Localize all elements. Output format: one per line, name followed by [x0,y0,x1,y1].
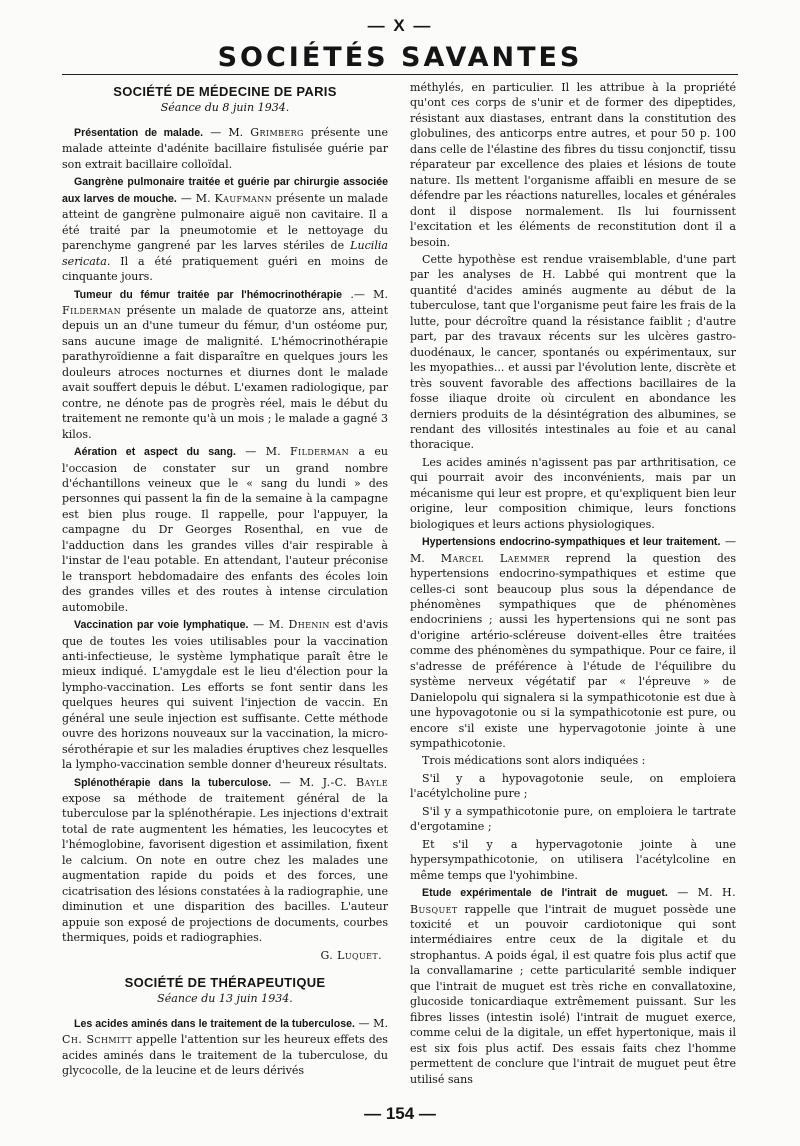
article-author: Ch. Schmitt [62,1033,133,1047]
medication-item: Et s'il y a hypervagotonie jointe à une hypersympathicotonie, on utilisera l'acétylcoline en même temps que l'yohimbine. [410,837,736,882]
article-author: Marcel Laemmer [440,551,550,565]
article-text: est d'avis que de toutes les voies utilisables pour la vaccination anti-infectieuse, le système lymphatique paraît être le mieux indiqué. L'amygdale est le lieu d'élection pour la lympho-vaccination. Les efforts se font sentir dans les quelques heures qui suivent l'injection de vaccin. En général une seule injection est suffisante. Cette méthode ouvre des horizons nouveaux sur la vaccination, la micro-sérothérapie et sur les maladies éruptives chez lesquelles la lympho-vaccination semble donner d'heureux résultats. [62,618,389,772]
article-author: Kaufmann [214,191,273,205]
article-title: Les acides aminés dans le traitement de la tuberculose. [74,1018,355,1031]
article-splenotherapie: Splénothérapie dans la tuberculose. — M. J.-C. Bayle expose sa méthode de traitement général de la tuberculose par la splénothérapie. Les injections d'extrait total de rate augmentent les hématies, les leucocytes et l'hémoglobine, favorisent digestion et assimilation, fixent le calcium. On note en outre chez les malades une augmentation rapide du poids et des forces, une cicatrisation des lésions constatées à la radiographie, une diminution et une disparition des bacilles. L'auteur appuie son exposé de projections de documents, courbes thermiques, poids et radiographies. [62,775,389,945]
article-title: Etude expérimentale de l'intrait de muguet. [422,887,668,900]
society-heading-therapeutique: SOCIÉTÉ DE THÉRAPEUTIQUE [124,975,326,991]
medication-item: S'il y a sympathicotonie pure, on emploiera le tartrate d'ergotamine ; [410,804,736,834]
article-title: Aération et aspect du sang. [74,446,236,459]
article-text: présente une malade atteinte d'adénite bacillaire fistulisée guérie par son extrait bacillaire colloïdal. [62,126,389,171]
seance-date-2: Séance du 13 juin 1934. [157,992,293,1006]
article-author: J.-C. Bayle [322,775,389,789]
article-hypertensions: Hypertensions endocrino-sympathiques et leur traitement. —M. Marcel Laemmer reprend la question des hypertensions endocrino-sympathiques et estime que celles-ci sont beaucoup plus sous la dépendance de phénomènes sympathiques que de phénomènes endocriniens ; aussi les hypertensions qui ne sont pas d'origine artério-scléreuse doivent-elles être traitées comme des phénomènes du sympathique. Pour ce faire, il s'adresse de préférence à l'étude de l'équilibre du système nerveux végétatif par « l'épreuve » de Danielopolu qui signalera si la sympathicotonie est due à une hypovagotonie ou si la sympathicotonie est pure, ou encore s'il existe une hypervagotonie jointe à une sympathicotonie. [410,535,736,751]
roman-page-number: — X — [367,16,433,35]
article-text: appelle l'attention sur les heureux effets des acides aminés dans le traitement de la tuberculose, du glycocolle, de la leucine et de leurs dérivés [62,1033,388,1078]
article-title: Présentation de malade. [74,127,204,139]
article-author: Dhenin [288,618,330,632]
article-title: Splénothérapie dans la tuberculose. [74,776,272,789]
article-text: présente un malade atteint de gangrène pulmonaire aiguë non cavitaire. Il a été traité par la pneumotomie et le nettoyage du parenchyme gangrené par les larves stériles de [62,191,389,253]
page-number: — 154 — [364,1104,436,1123]
article-title: Vaccination par voie lymphatique. [74,619,249,632]
article-text: expose sa méthode de traitement général de la tuberculose par la splénothérapie. Les injections d'extrait total de rate augmentent les hématies, les leucocytes et l'hémoglobine, favorisent digestion et assimilation, fixent le calcium. On note en outre chez les malades une augmentation rapide du poids et des forces, une cicatrisation des lésions constatées à la radiographie, une diminution et une disparition des bacilles. L'auteur appuie son exposé de projections de documents, courbes thermiques, poids et radiographies. [62,792,388,945]
article-title: Gangrène pulmonaire traitée et guérie par chirurgie associée aux larves de mouche. [62,176,388,205]
article-author: Filderman [289,445,349,459]
article-text: présente un malade de quatorze ans, atteint depuis un an d'une tumeur du fémur, d'un ostéome pur, sans aucune image de malignité. L'hémocrinothérapie parathyroïdienne a fait disparaître en quelques jours les douleurs atroces nocturnes et diurnes dont le malade avait souffert depuis le début. L'examen radiologique, par contre, ne dénote pas de progrès réel, mais le début du traitement ne remonte qu'à un mois ; le malade a gagné 3 kilos. [62,303,389,441]
medications-intro: Trois médications sont alors indiquées : [422,754,646,768]
seance-date-1: Séance du 8 juin 1934. [160,101,290,114]
article-text: rappelle que l'intrait de muguet possède une toxicité et un pouvoir cardiotonique qui sont intermédiaires entre ceux de la digitale et du strophantus. A poids égal, il est quatre fois plus actif que la convallamarine ; cette particularité semble indiquer que l'intrait de muguet est très riche en convallatoxine, glucoside tonicardiaque extrêmement puissant. Sur les fibres lisses (intestin isolé) l'intrait de muguet exerce, comme celui de la digitale, un effet hypertonique, mais il est six fois plus actif. Des essais faits chez l'homme permettent de conclure que l'intrait de muguet peut être utilisé sans [410,902,736,1086]
medication-item: S'il y a hypovagotonie seule, on emploiera l'acétylcholine pure ; [410,771,736,801]
article-gangrene-pulmonaire: Gangrène pulmonaire traitée et guérie par chirurgie associée aux larves de mouche. — M. Kaufmann présente un malade atteint de gangrène pulmonaire aiguë non cavitaire. Il a été traité par la pneumotomie et le nettoyage du parenchyme gangrené par les larves stériles de Lucilia sericata. Il a été pratiquement guéri en moins de cinquante jours. [62,176,389,284]
right-column [410,80,736,1089]
article-tumeur-femur: Tumeur du fémur traitée par l'hémocrinothérapie .— M. Filderman présente un malade de quatorze ans, atteint depuis un an d'une tumeur du fémur, d'un ostéome pur, sans aucune image de malignité. L'hémocrinothérapie parathyroïdienne a fait disparaître en quelques jours les douleurs atroces nocturnes et diurnes dont le malade avait souffert depuis le début. L'examen radiologique, par contre, ne dénote pas de progrès réel, mais le début du traitement ne remonte qu'à un mois ; le malade a gagné 3 kilos. [62,287,389,441]
article-title: Tumeur du fémur traitée par l'hémocrinothérapie [74,288,343,301]
article-presentation-malade: Présentation de malade. — M. Grimberg présente une malade atteinte d'adénite bacillaire fistulisée guérie par son extrait bacillaire colloïdal. [62,126,389,171]
article-author: Grimberg [250,126,304,139]
article-text: reprend la question des hypertensions endocrino-sympathiques et estime que celles-ci sont beaucoup plus sous la dépendance de phénomènes sympathiques que de phénomènes endocriniens ; aussi les hypertensions qui ne sont pas d'origine artério-scléreuse doivent-elles être traitées comme des phénomènes du sympathique. Pour ce faire, il s'adresse de préférence à l'étude de l'équilibre du système nerveux végétatif par « l'épreuve » de Danielopolu qui signalera si la sympathicotonie est due à une hypovagotonie ou si la sympathicotonie est pure, ou encore s'il existe une hypervagotonie jointe à une sympathicotonie. [410,551,736,751]
article-aeration-sang: Aération et aspect du sang. — M. Filderman a eu l'occasion de constater sur un grand nombre d'échantillons veineux que le « sang du lundi » des personnes qui passent la fin de la semaine à la campagne est bien plus rouge. Il rappelle, pour l'appuyer, la campagne du Dr Georges Rosenthal, en vue de l'adduction dans les grandes villes d'air respirable à l'instar de l'eau potable. En attendant, l'auteur préconise le transport hebdomadaire des enfants des écoles loin des grandes villes et des routes à intense circulation automobile. [62,445,389,614]
article-text: a eu l'occasion de constater sur un grand nombre d'échantillons veineux que le « sang du lundi » des personnes qui passent la fin de la semaine à la campagne est bien plus rouge. Il rappelle, pour l'appuyer, la campagne du Dr Georges Rosenthal, en vue de l'adduction dans les grandes villes d'air respirable à l'instar de l'eau potable. En attendant, l'auteur préconise le transport hebdomadaire des enfants des écoles loin des grandes villes et des routes à intense circulation automobile. [62,445,389,614]
page-title: SOCIÉTÉS SAVANTES [217,42,583,73]
article-acides-amines: Les acides aminés dans le traitement de la tuberculose. — M. Ch. Schmitt appelle l'attention sur les heureux effets des acides aminés dans le traitement de la tuberculose, du glycocolle, de la leucine et de leurs dérivés [62,1017,388,1078]
article-author: Filderman [62,303,121,317]
article-title: Hypertensions endocrino-sympathiques et leur traitement. [422,536,721,549]
article-intrait-muguet: Etude expérimentale de l'intrait de muguet. — M. H. Busquet rappelle que l'intrait de muguet possède une toxicité et un pouvoir cardiotonique qui sont intermédiaires entre ceux de la digitale et du strophantus. A poids égal, il est quatre fois plus actif que la convallamarine ; cette particularité semble indiquer que l'intrait de muguet est très riche en convallatoxine, glucoside tonicardiaque extrêmement puissant. Sur les fibres lisses (intestin isolé) l'intrait de muguet exerce, comme celui de la digitale, un effet hypertonique, mais il est six fois plus actif. Des essais faits chez l'homme permettent de conclure que l'intrait de muguet peut être utilisé sans [410,886,736,1086]
paragraph-arthritisation: Les acides aminés n'agissent pas par arthritisation, ce qui pourrait avoir des inconvénients, mais par un mécanisme qui leur est propre, et qu'expliquent bien leur origine, leur composition chimique, leurs fonctions biologiques et leurs actions physiologiques. [410,455,736,531]
title-rule [62,74,738,75]
species-name: Lucilia sericata. [62,239,388,268]
article-author: H. Busquet [410,886,736,916]
paragraph-hypothese: Cette hypothèse est rendue vraisemblable, d'une part par les analyses de H. Labbé qui montrent que la quantité d'acides aminés augmente au début de la tuberculose, tant que l'organisme peut faire les frais de la lutte, pour décroître quand la résistance faiblit ; d'autre part, par des travaux récents sur les ulcères gastro-duodénaux, le cancer, spontanés ou expérimentaux, sur les myopathies... et aussi par l'évolution lente, discrète et très souvent favorable des affections bacillaires de la fosse iliaque droite où circulent en abondance les derniers produits de la désintégration des albumines, se rendant des villosités intestinales au foie et au canal thoracique. [410,252,736,452]
paragraph-continuation: méthylés, en particulier. Il les attribue à la propriété qu'ont ces corps de s'unir et de former des dipeptides, résistant aux diastases, entrant dans la constitution des globulines, des anticorps entre autres, et pour 50 p. 100 dans celle de l'élastine des fibres du tissu conjonctif, tissu réparateur par excellence des plaies et lésions de toute nature. Ils mettent l'organisme affaibli en mesure de se défendre par les réactions naturelles, locales et générales dont il dispose normalement. Ils lui fournissent l'excitation et les éléments de reconstitution dont il a besoin. [410,81,736,249]
left-column [62,80,388,1081]
author-signature: G. Luquet. [320,948,382,962]
article-text: Il a été pratiquement guéri en moins de cinquante jours. [62,254,388,284]
article-vaccination-lymphatique: Vaccination par voie lymphatique. — M. Dhenin est d'avis que de toutes les voies utilisables pour la vaccination anti-infectieuse, le système lymphatique paraît être le mieux indiqué. L'amygdale est le lieu d'élection pour la lympho-vaccination. Les efforts se font sentir dans les quelques heures qui suivent l'injection de vaccin. En général une seule injection est suffisante. Cette méthode ouvre des horizons nouveaux sur la vaccination, la micro-sérothérapie et sur les maladies éruptives chez lesquelles la lympho-vaccination semble donner d'heureux résultats. [62,618,389,772]
society-heading-medecine: SOCIÉTÉ DE MÉDECINE DE PARIS [113,84,337,99]
